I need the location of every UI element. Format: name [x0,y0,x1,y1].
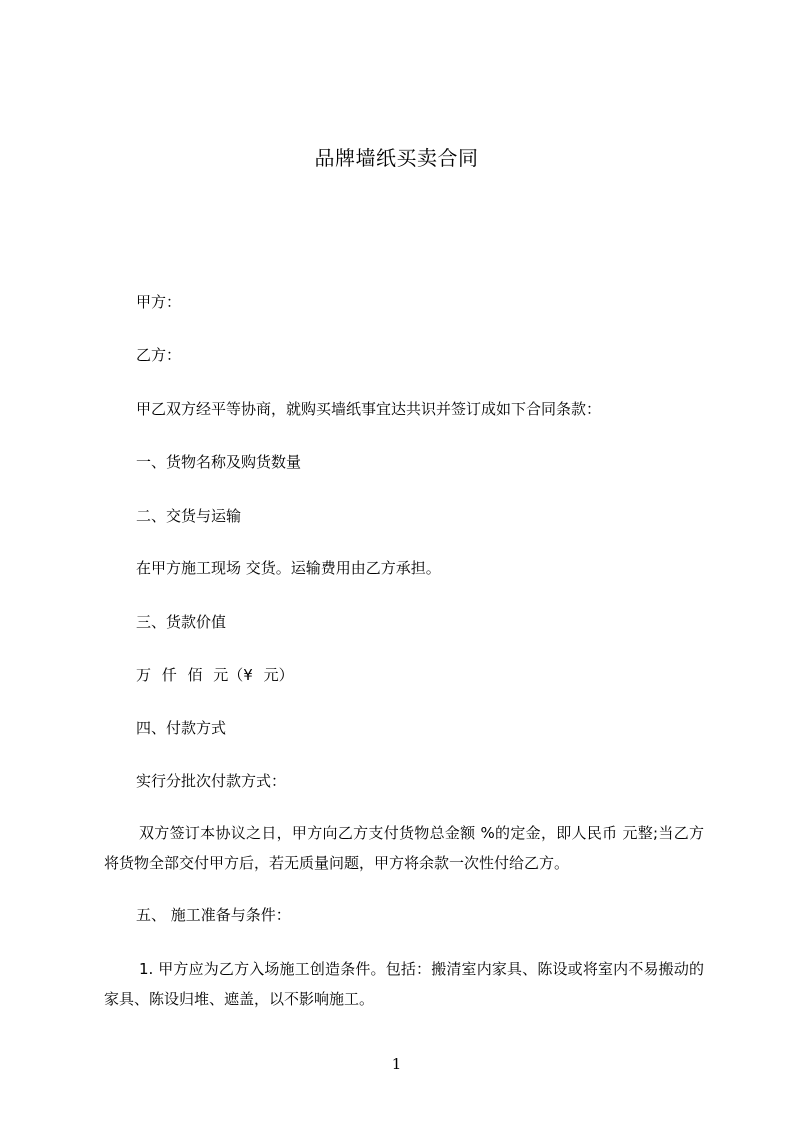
section-heading-conditions: 五、 施工准备与条件： [136,906,291,924]
delivery-text: 在甲方施工现场 交货。运输费用由乙方承担。 [136,559,441,577]
section-heading-payment: 四、付款方式 [136,719,227,737]
price-text: 万 仟 佰 元（¥ 元） [136,666,294,684]
document-title: 品牌墙纸买卖合同 [314,146,479,170]
payment-method-text: 实行分批次付款方式： [136,772,287,790]
party-a-label: 甲方： [136,293,182,311]
payment-detail-paragraph: 双方签订本协议之日，甲方向乙方支付货物总金额 %的定金，即人民币 元整;当乙方将货物全部交付甲方后，若无质量问题，甲方将余款一次性付给乙方。 [104,824,704,872]
condition-1-paragraph: 1. 甲方应为乙方入场施工创造条件。包括：搬清室内家具、陈设或将室内不易搬动的家具、陈设归堆、遮盖，以不影响施工。 [104,960,704,1008]
page-number: 1 [391,1055,402,1073]
party-b-label: 乙方： [136,346,182,364]
section-heading-delivery: 二、交货与运输 [136,507,242,525]
intro-paragraph: 甲乙双方经平等协商，就购买墙纸事宜达共识并签订成如下合同条款： [136,400,602,418]
section-heading-goods: 一、货物名称及购货数量 [136,453,302,471]
section-heading-price: 三、货款价值 [136,613,227,631]
